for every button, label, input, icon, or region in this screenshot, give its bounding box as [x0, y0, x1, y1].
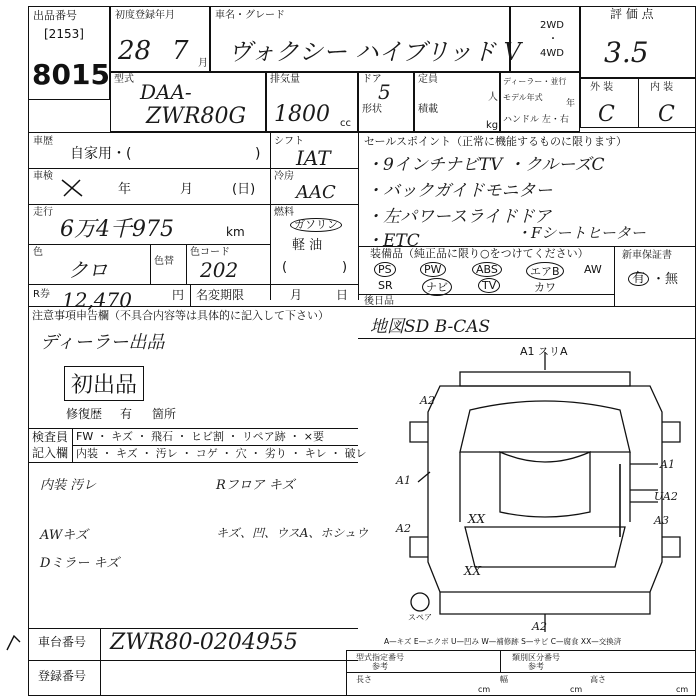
equip-sr: SR — [378, 279, 393, 292]
drive-dot: ・ — [548, 34, 558, 45]
margin-check-mark — [4, 628, 24, 654]
inspector-label-1: 検査員 — [32, 430, 69, 444]
type-cert-label: 型式指定番号 — [356, 653, 404, 662]
diagram-mark-a1-right: A1 — [660, 458, 675, 471]
equip-abs: ABS — [472, 262, 502, 277]
interior-label: 内 装 — [650, 82, 674, 93]
chassis-label: 車台番号 — [38, 635, 87, 649]
lot-number: 8015 — [32, 58, 110, 91]
fuel-paren-close: ) — [342, 260, 348, 275]
capacity-label: 定員 — [418, 74, 438, 85]
registration-label: 初度登録年月 — [115, 10, 175, 21]
fuel-label: 燃料 — [274, 207, 294, 218]
height-label: 高さ — [590, 675, 606, 684]
exterior-grade: C — [598, 102, 615, 127]
diagram-legend: A—キズ E—エクボ U—凹み W—補修跡 S—サビ C—腐食 XX—交換済 — [384, 637, 622, 646]
model-name: ヴォクシー ハイブリッド V — [228, 38, 521, 66]
repair-place: 箇所 — [152, 407, 177, 421]
dealer-label: ディーラー・並行 — [503, 77, 567, 86]
type-cert-ref: 参考 — [372, 662, 388, 671]
transfer-day-unit: 日 — [336, 288, 349, 302]
color-code-value: 202 — [200, 258, 239, 282]
color-code-label: 色コード — [190, 247, 230, 258]
handle-label: ハンドル 左・右 — [503, 115, 569, 125]
diagram-mark-a2-rear: A2 — [532, 620, 547, 633]
cc-unit: cc — [340, 118, 351, 129]
sales-point-5: ・Fシートヒーター — [516, 224, 646, 242]
type-code: ZWR80G — [146, 104, 247, 129]
history-paren-close: ) — [255, 146, 261, 162]
diagram-mark-spare: スペア — [408, 613, 432, 622]
sales-point-3: ・左パワースライドドア — [366, 207, 552, 227]
diagram-mark-a3-right: A3 — [654, 514, 669, 527]
diagram-mark-a1-left: A1 — [396, 474, 411, 487]
fuel-paren-open: ( — [282, 260, 288, 275]
transfer-label: 名変期限 — [196, 288, 245, 302]
model-name-label: 車名・グレード — [215, 10, 285, 21]
width-label: 幅 — [500, 675, 508, 684]
equip-navi: ナビ — [422, 278, 452, 296]
cooler-label: 冷房 — [274, 171, 294, 182]
recycle-unit: 円 — [172, 288, 185, 302]
year-unit: 年 — [566, 99, 576, 109]
score-value: 3.5 — [604, 36, 649, 69]
drive-2wd: 2WD — [540, 20, 564, 31]
person-unit: 人 — [488, 92, 498, 103]
chassis-value: ZWR80-0204955 — [110, 630, 298, 655]
guarantee-yes: 有 — [628, 272, 649, 286]
score-label: 評 価 点 — [610, 7, 654, 21]
color-value: クロ — [68, 258, 108, 282]
width-unit: cm — [570, 685, 583, 694]
cooler-value: AAC — [296, 182, 336, 203]
category-ref: 参考 — [528, 662, 544, 671]
diagram-mark-a2-front: A2 — [420, 394, 435, 407]
type-label: 型式 — [114, 74, 134, 85]
history-value: 自家用・( — [70, 146, 132, 162]
first-listing-stamp: 初出品 — [64, 366, 144, 401]
notes-header: 注意事項申告欄（不具合内容等は具体的に記入して下さい） — [32, 309, 329, 322]
color-no-label: 色替 — [154, 256, 174, 267]
lot-code: [2153] — [44, 27, 84, 41]
sales-point-2: ・バックガイドモニター — [366, 181, 553, 201]
diagram-mark-xx-1: XX — [468, 512, 486, 526]
category-label: 類別区分番号 — [512, 653, 560, 662]
interior-grade: C — [658, 102, 675, 127]
equip-leather: カワ — [534, 281, 556, 294]
reg-no-label: 登録番号 — [38, 669, 87, 683]
length-unit: cm — [478, 685, 491, 694]
shape-label: 形状 — [362, 104, 382, 115]
equipment-header: 装備品（純正品に限り○をつけてください） — [370, 247, 589, 260]
inspection-month-unit: 月 — [180, 182, 194, 197]
guarantee-label: 新車保証書 — [622, 250, 672, 261]
door-value: 5 — [378, 80, 391, 104]
registration-month: 7 — [172, 36, 189, 66]
recycle-label: R券 — [33, 289, 50, 300]
km-unit: km — [226, 225, 245, 239]
equip-pw: PW — [420, 262, 446, 277]
sales-point-4: ・ETC — [366, 231, 420, 251]
recycle-value: 12,470 — [62, 288, 132, 312]
length-label: 長さ — [356, 675, 372, 684]
shift-value: IAT — [296, 146, 331, 170]
shift-label: シフト — [274, 136, 304, 147]
transfer-month-unit: 月 — [290, 288, 303, 302]
fuel-diesel: 軽 油 — [292, 238, 323, 253]
month-unit: 月 — [198, 58, 208, 69]
diagram-mark-a2-left: A2 — [396, 522, 411, 535]
load-label: 積載 — [418, 104, 438, 115]
aftermarket-label: 後日品 — [364, 296, 394, 307]
lot-label: 出品番号 — [33, 9, 77, 22]
mileage-value: 6万4千975 — [60, 217, 174, 242]
equip-aw: AW — [584, 263, 602, 276]
inspection-cross-mark — [60, 178, 84, 198]
height-unit: cm — [676, 685, 689, 694]
history-label: 車歴 — [33, 136, 53, 147]
inspection-year-unit: 年 — [118, 182, 132, 197]
repair-value: 有 — [120, 407, 133, 421]
diagram-mark-xx-2: XX — [464, 564, 482, 578]
equip-ps: PS — [374, 262, 396, 277]
mileage-label: 走行 — [33, 207, 53, 218]
remark-rear-floor: Rフロア キズ — [216, 478, 295, 493]
equip-tv: TV — [478, 278, 500, 293]
drive-4wd: 4WD — [540, 48, 564, 59]
inspector-row-2: 内装 ・ キズ ・ 汚レ ・ コゲ ・ 穴 ・ 劣り ・ キレ ・ 破レ — [76, 447, 367, 460]
equip-airbag: エアB — [526, 262, 564, 280]
model-year-label: モデル年式 — [503, 93, 543, 102]
inspector-label-2: 記入欄 — [32, 446, 69, 460]
exterior-label: 外 装 — [590, 82, 614, 93]
sales-point-1: ・9インチナビTV ・クルーズC — [366, 155, 605, 175]
registration-year: 28 — [118, 36, 152, 66]
inspector-row-1: FW ・ キズ ・ 飛石 ・ ヒビ割 ・ リペア跡 ・ ×要 — [76, 430, 324, 443]
type-prefix: DAA- — [140, 80, 192, 104]
diagram-mark-ua2-right: UA2 — [654, 490, 678, 503]
aftermarket-value: 地図SD B-CAS — [370, 317, 491, 337]
remark-mirror: Dミラー キズ — [40, 556, 120, 571]
drive-cell — [510, 6, 580, 72]
fuel-gasoline: ガソリン — [290, 218, 342, 232]
remark-interior: 内装 汚レ — [40, 478, 97, 493]
inspection-label: 車検 — [33, 171, 53, 182]
repair-label: 修復歴 — [66, 407, 103, 421]
sales-points-header: セールスポイント（正常に機能するものに限ります） — [364, 135, 628, 148]
remark-aw: AWキズ — [40, 528, 88, 543]
door-label: ドア — [362, 74, 382, 85]
car-damage-diagram — [400, 352, 690, 642]
notes-line-1: ディーラー出品 — [40, 332, 165, 353]
diagram-top-label: A1 スリA — [520, 345, 568, 358]
color-label: 色 — [33, 247, 43, 258]
displacement-label: 排気量 — [270, 74, 300, 85]
kg-unit: kg — [486, 120, 499, 131]
displacement-value: 1800 — [274, 102, 330, 127]
remark-body: キズ、凹、ウスA、ホシュウ — [216, 526, 369, 540]
inspection-day-unit: (日) — [232, 182, 256, 197]
guarantee-no: ・無 — [652, 272, 679, 287]
